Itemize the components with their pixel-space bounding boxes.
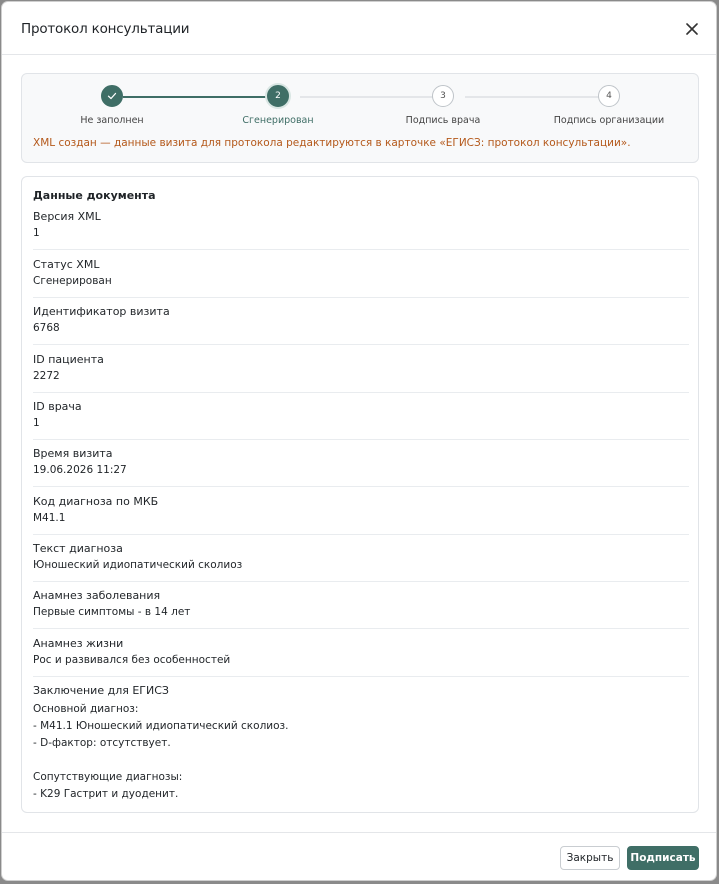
divider xyxy=(33,392,689,393)
step-3-circle: 3 xyxy=(432,85,454,107)
step-1-check-icon xyxy=(101,85,123,107)
close-button[interactable]: Закрыть xyxy=(560,846,620,870)
divider xyxy=(33,628,689,629)
dialog-header xyxy=(2,2,716,55)
conclusion-line: Сопутствующие диагнозы: xyxy=(33,771,183,783)
divider xyxy=(33,297,689,298)
field-xml-status xyxy=(33,258,689,287)
field-disease-anamnesis xyxy=(33,589,689,618)
divider xyxy=(33,249,689,250)
field-label: Анамнез жизни xyxy=(33,637,124,650)
step-4-label: Подпись организации xyxy=(553,115,665,126)
conclusion-line xyxy=(33,752,689,769)
field-value: M41.1 xyxy=(33,512,66,524)
field-label: Заключение для ЕГИСЗ xyxy=(33,684,169,697)
step-2-label: Сгенерирован xyxy=(242,115,314,126)
xml-status-notice: XML создан — данные визита для протокола редактируются в карточке «ЕГИСЗ: протокол консультации». xyxy=(33,137,631,149)
conclusion-line: - M41.1 Юношеский идиопатический сколиоз. xyxy=(33,720,289,732)
conclusion-line: - K29 Гастрит и дуоденит. xyxy=(33,788,179,800)
field-egisz-conclusion xyxy=(33,684,689,803)
field-value: Рос и развивался без особенностей xyxy=(33,654,231,666)
field-value: 1 xyxy=(33,417,40,429)
field-value: Юношеский идиопатический сколиоз xyxy=(33,559,243,571)
field-value: Сгенерирован xyxy=(33,275,112,287)
dialog-title: Протокол консультации xyxy=(21,21,190,37)
field-value: 1 xyxy=(33,227,40,239)
consultation-protocol-dialog xyxy=(1,1,717,881)
sign-button[interactable]: Подписать xyxy=(627,846,699,870)
field-label: Текст диагноза xyxy=(33,542,123,555)
field-label: Анамнез заболевания xyxy=(33,589,161,602)
step-connector-3 xyxy=(465,96,608,98)
divider xyxy=(33,486,689,487)
divider xyxy=(33,439,689,440)
field-value: 2272 xyxy=(33,370,60,382)
divider xyxy=(33,534,689,535)
field-life-anamnesis xyxy=(33,637,689,666)
status-stepper xyxy=(21,73,699,163)
field-doctor-id xyxy=(33,400,689,429)
field-xml-version xyxy=(33,210,689,239)
field-value: 6768 xyxy=(33,322,60,334)
field-label: Версия XML xyxy=(33,210,101,223)
divider xyxy=(33,581,689,582)
conclusion-text xyxy=(33,701,689,803)
conclusion-line: Основной диагноз: xyxy=(33,703,139,715)
field-diagnosis-text xyxy=(33,542,689,571)
field-label: Статус XML xyxy=(33,258,100,271)
document-section-title: Данные документа xyxy=(33,189,156,202)
field-label: Идентификатор визита xyxy=(33,305,170,318)
document-data-card xyxy=(21,176,699,813)
field-label: Код диагноза по МКБ xyxy=(33,495,159,508)
field-label: ID врача xyxy=(33,400,82,413)
divider xyxy=(33,676,689,677)
step-4-circle: 4 xyxy=(598,85,620,107)
dialog-footer xyxy=(2,832,716,881)
field-label: ID пациента xyxy=(33,353,104,366)
field-visit-id xyxy=(33,305,689,334)
divider xyxy=(33,344,689,345)
step-connector-2 xyxy=(300,96,443,98)
close-icon[interactable] xyxy=(682,19,702,39)
field-value: 19.06.2026 11:27 xyxy=(33,464,127,476)
step-3-label: Подпись врача xyxy=(405,115,481,126)
conclusion-line: - D-фактор: отсутствует. xyxy=(33,737,171,749)
field-icd-code xyxy=(33,495,689,524)
field-visit-time xyxy=(33,447,689,476)
field-value: Первые симптомы - в 14 лет xyxy=(33,606,191,618)
field-label: Время визита xyxy=(33,447,113,460)
field-patient-id xyxy=(33,353,689,382)
step-1-label: Не заполнен xyxy=(80,115,144,126)
step-2-circle: 2 xyxy=(267,85,289,107)
step-connector-1 xyxy=(123,96,278,98)
